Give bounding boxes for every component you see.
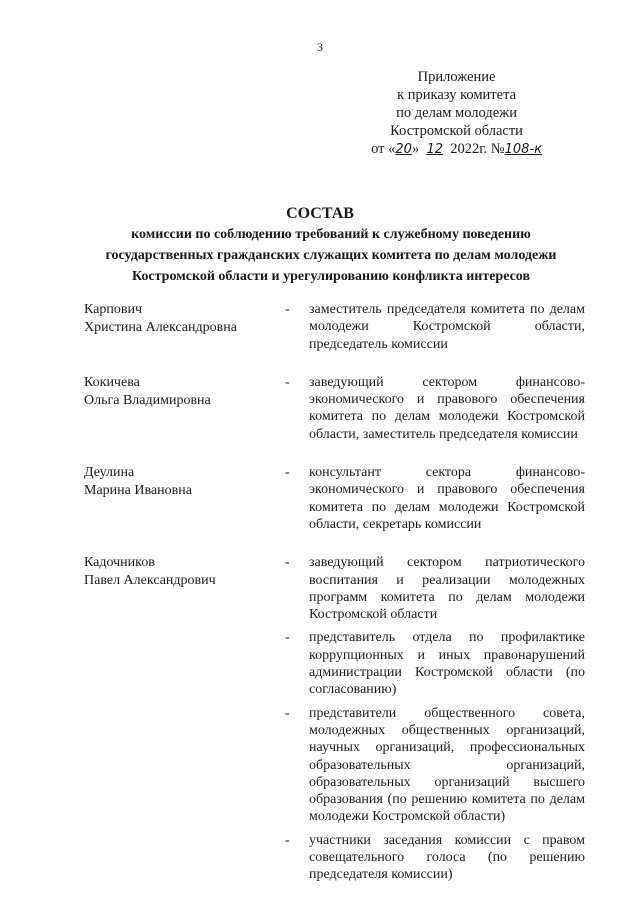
member-row bbox=[84, 374, 590, 449]
document-subtitle: комиссии по соблюдению требований к служебному поведению государственных гражданских служащих комитета по делам молодежи Костромской области и урегулированию конфликта интересов bbox=[105, 227, 557, 284]
member-given-names: Марина Ивановна bbox=[84, 483, 192, 499]
role-item bbox=[281, 374, 590, 443]
member-surname: Деулина bbox=[84, 465, 135, 481]
appendix-line: к приказу комитета bbox=[397, 87, 517, 103]
order-prefix: от « bbox=[371, 141, 396, 157]
member-roles bbox=[281, 464, 590, 539]
page-number: 3 bbox=[317, 40, 323, 54]
member-roles bbox=[281, 374, 590, 449]
member-name bbox=[84, 301, 281, 359]
order-date-line bbox=[371, 140, 542, 159]
dash-marker: - bbox=[285, 374, 290, 390]
role-text: заместитель председателя комитета по делам молодежи Костромской области, председатель комиссии bbox=[309, 302, 585, 352]
dash-marker: - bbox=[285, 465, 290, 481]
role-text: консультант сектора финансово-экономического и правового обеспечения комитета по делам молодежи Костромской области, секретарь комиссии bbox=[309, 465, 585, 532]
order-month: 12 bbox=[426, 142, 443, 157]
role-text: заведующий сектором патриотического воспитания и реализации молодежных программ комитета по делам молодежи Костромской области bbox=[309, 555, 585, 623]
order-day: 20 bbox=[395, 142, 412, 157]
member-name bbox=[84, 374, 281, 449]
dash-marker: - bbox=[285, 630, 290, 646]
role-text: представители общественного совета, молодежных общественных организаций, научных организаций, профессиональных образовательных организаций, образовательных организаций высшего образования (по решению комитета по делам молодежи Костромской области) bbox=[309, 705, 585, 825]
document-title: СОСТАВ bbox=[286, 205, 354, 222]
role-item bbox=[281, 629, 590, 698]
member-given-names: Павел Александрович bbox=[84, 573, 216, 589]
dash-marker: - bbox=[285, 302, 290, 317]
member-roles bbox=[281, 554, 590, 889]
member-row bbox=[84, 301, 590, 359]
appendix-line: Костромской области bbox=[390, 123, 523, 139]
order-number: 108-к bbox=[504, 142, 542, 157]
member-row bbox=[84, 554, 590, 889]
role-item bbox=[281, 301, 590, 353]
order-mid: » bbox=[411, 141, 420, 157]
members-list bbox=[84, 301, 590, 905]
role-item bbox=[281, 705, 590, 826]
order-year: 2022г. № bbox=[450, 141, 505, 157]
member-surname: Кадочников bbox=[84, 555, 155, 571]
member-name bbox=[84, 554, 281, 889]
role-item bbox=[281, 832, 590, 884]
appendix-line: по делам молодежи bbox=[396, 105, 517, 121]
appendix-block bbox=[371, 68, 542, 159]
member-roles bbox=[281, 301, 590, 359]
member-name bbox=[84, 464, 281, 539]
role-text: участники заседания комиссии с правом совещательного голоса (по решению председателя комиссии) bbox=[309, 832, 585, 883]
member-surname: Карпович bbox=[84, 302, 143, 317]
role-item bbox=[281, 464, 590, 533]
member-row bbox=[84, 464, 590, 539]
dash-marker: - bbox=[285, 705, 290, 721]
dash-marker: - bbox=[285, 555, 290, 571]
role-text: представитель отдела по профилактике коррупционных и иных правонарушений администрации Костромской области (по согласованию) bbox=[309, 630, 585, 698]
member-surname: Кокичева bbox=[84, 374, 140, 390]
member-given-names: Христина Александровна bbox=[84, 320, 237, 335]
member-given-names: Ольга Владимировна bbox=[84, 392, 211, 408]
appendix-line: Приложение bbox=[417, 69, 496, 85]
role-item bbox=[281, 554, 590, 623]
dash-marker: - bbox=[285, 832, 290, 848]
role-text: заведующий сектором финансово-экономического и правового обеспечения комитета по делам молодежи Костромской области, заместитель председателя комиссии bbox=[309, 374, 585, 442]
